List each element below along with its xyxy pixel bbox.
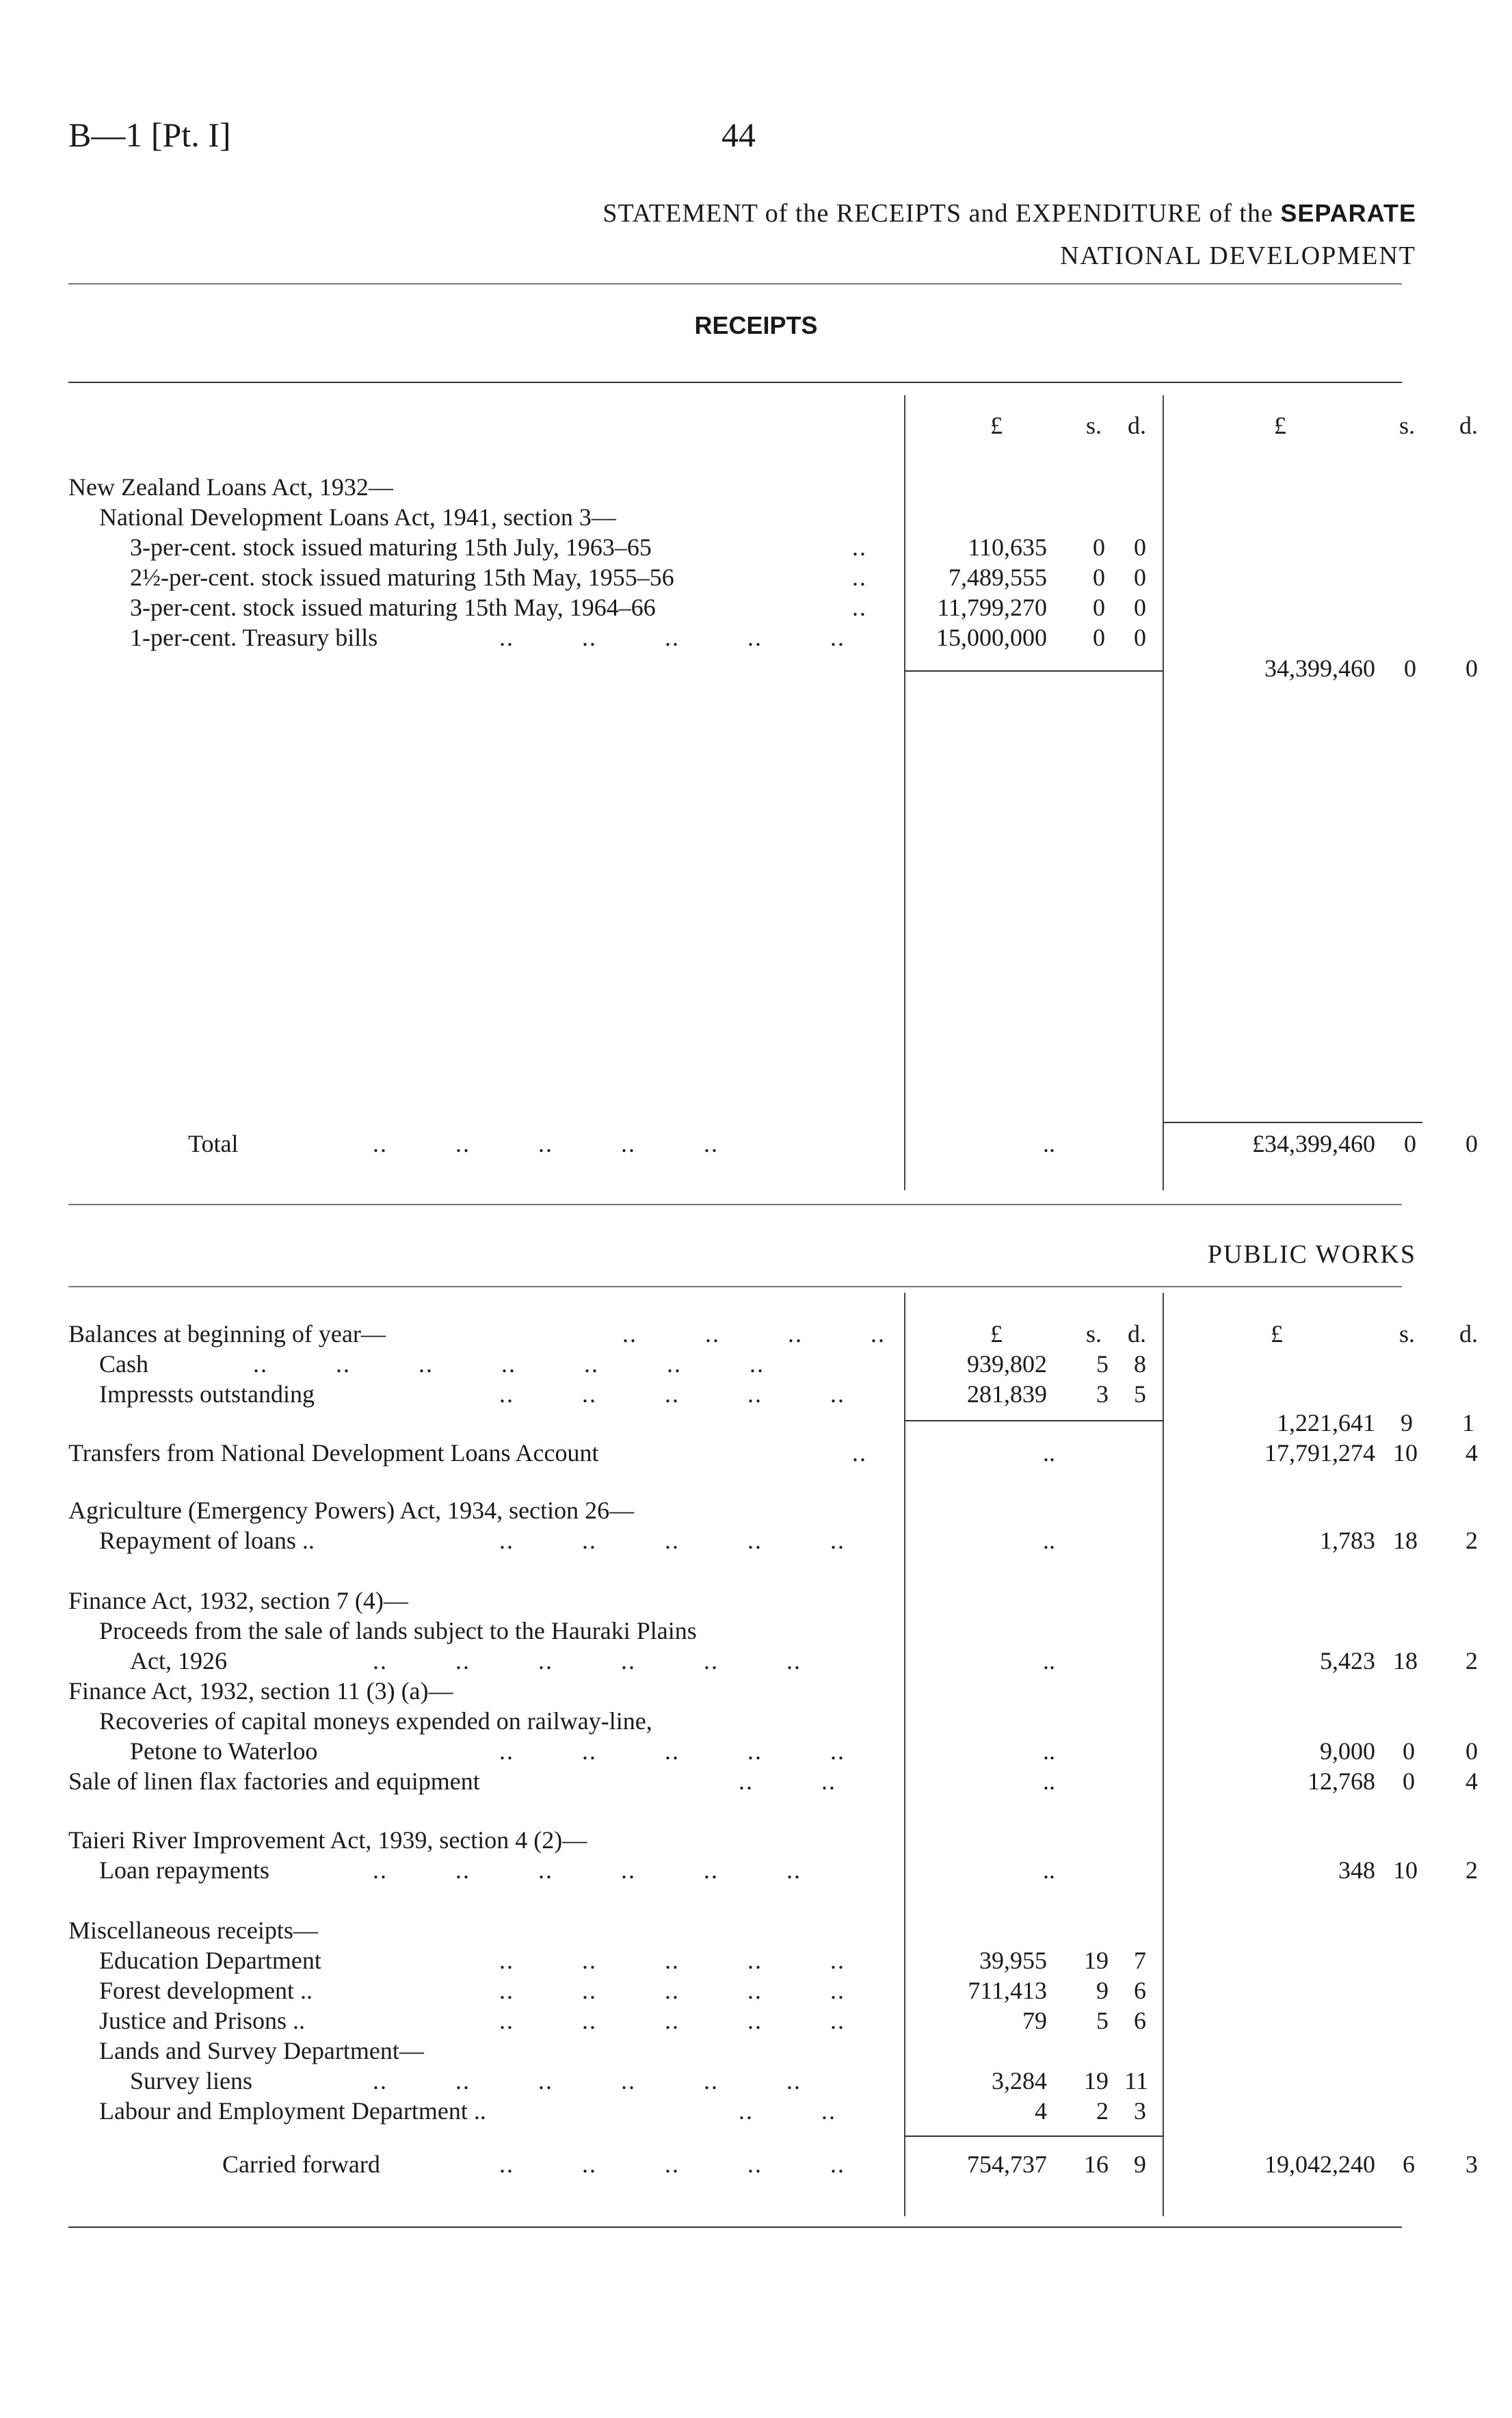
amount-shillings: 0 — [1093, 564, 1105, 591]
table-row — [0, 592, 1512, 622]
amount-pence: 6 — [1134, 2007, 1146, 2034]
subtotal-pounds: 1,221,641 — [1277, 1409, 1375, 1436]
amount-pence: 0 — [1134, 594, 1146, 621]
table-row — [0, 1379, 1512, 1409]
row-label: 3-per-cent. stock issued maturing 15th May, 1964–66 — [130, 594, 656, 621]
total-col1: .. — [1043, 1130, 1055, 1157]
amount-pence: 4 — [1465, 1767, 1478, 1795]
amount-col1: .. — [1043, 1439, 1055, 1467]
amount-pounds: 110,635 — [968, 534, 1047, 561]
page-title-bold: SEPARATE — [1280, 199, 1416, 227]
col-header-shillings: s. — [1085, 1320, 1102, 1348]
row-label: Proceeds from the sale of lands subject to the Hauraki Plains — [99, 1617, 697, 1644]
subtotal-shillings: 0 — [1404, 655, 1416, 682]
amount-pounds: 7,489,555 — [949, 564, 1047, 591]
amount-col1: .. — [1043, 1647, 1055, 1674]
subtotal-pounds: 34,399,460 — [1264, 655, 1375, 682]
sum-rule — [904, 2136, 1163, 2137]
page-number: 44 — [721, 116, 756, 154]
leader-dots: .. .. .. .. .. — [499, 1527, 845, 1554]
subtotal-row — [0, 653, 1512, 683]
amount-col1: .. — [1043, 1767, 1055, 1795]
list-item — [0, 1825, 1512, 1855]
subtotal-shillings: 9 — [1401, 1409, 1413, 1436]
amount-shillings: 9 — [1096, 1977, 1109, 2004]
table-row — [0, 2006, 1512, 2036]
table-row — [0, 1766, 1512, 1796]
carried-forward-pounds: 19,042,240 — [1264, 2151, 1375, 2178]
act-heading: New Zealand Loans Act, 1932— — [68, 473, 393, 501]
table-row — [0, 2096, 1512, 2126]
col-header-pence: d. — [1128, 412, 1146, 439]
sum-rule — [1163, 1122, 1422, 1123]
divider — [68, 1204, 1402, 1205]
leader-dots: .. .. .. .. .. — [373, 1130, 719, 1157]
carried-forward-pence: 3 — [1465, 2151, 1478, 2178]
col-header-pence: d. — [1459, 1320, 1478, 1348]
row-label: Lands and Survey Department— — [99, 2037, 424, 2064]
row-label: Repayment of loans .. — [99, 1527, 315, 1554]
leader-dots: .. .. .. .. .. — [499, 1737, 845, 1765]
amount-pounds: 281,839 — [967, 1380, 1047, 1408]
amount-pence: 2 — [1465, 1527, 1478, 1554]
amount-pence: 0 — [1134, 564, 1146, 591]
amount-shillings: 0 — [1093, 534, 1105, 561]
table-row — [0, 1349, 1512, 1379]
leader-dots: .. .. .. .. .. .. — [373, 1647, 801, 1674]
leader-dots: .. .. .. .. .. .. — [373, 1856, 801, 1884]
amount-pounds: 1,783 — [1320, 1527, 1375, 1554]
amount-pounds: 4 — [1035, 2097, 1047, 2125]
act-heading: Taieri River Improvement Act, 1939, section 4 (2)— — [68, 1826, 587, 1854]
amount-pounds: 939,802 — [967, 1350, 1047, 1378]
list-item — [0, 1706, 1512, 1736]
col-header-shillings: s. — [1398, 1320, 1415, 1348]
amount-pence: 6 — [1134, 1977, 1146, 2004]
leader-dots: .. .. .. .. .. — [499, 2151, 845, 2178]
leader-dots: .. .. .. .. .. — [499, 2007, 845, 2034]
table-row — [0, 1855, 1512, 1885]
amount-pence: 0 — [1134, 624, 1146, 651]
leader-dots: .. — [852, 1439, 867, 1467]
amount-pence: 0 — [1465, 1737, 1478, 1765]
amount-shillings: 3 — [1096, 1380, 1109, 1408]
list-item — [0, 472, 1512, 502]
amount-pence: 2 — [1465, 1647, 1478, 1674]
table-row — [0, 532, 1512, 562]
table-row — [0, 622, 1512, 653]
row-label: Justice and Prisons .. — [99, 2007, 305, 2034]
total-pence: 0 — [1465, 1130, 1478, 1157]
col-header-pound: £ — [990, 412, 1003, 439]
row-label: Forest development .. — [99, 1977, 313, 2004]
act-heading: Finance Act, 1932, section 7 (4)— — [68, 1587, 408, 1614]
list-item — [0, 1586, 1512, 1616]
sub-heading: National Development Loans Act, 1941, section 3— — [99, 503, 616, 531]
divider — [68, 1286, 1402, 1287]
amount-pence: 3 — [1134, 2097, 1146, 2125]
table-row — [0, 1438, 1512, 1468]
amount-pence: 0 — [1134, 534, 1146, 561]
receipts-heading: RECEIPTS — [694, 311, 818, 339]
table-row — [0, 1945, 1512, 1975]
total-pounds: £34,399,460 — [1252, 1130, 1375, 1157]
row-label: Education Department — [99, 1947, 321, 1974]
amount-shillings: 2 — [1096, 2097, 1109, 2125]
amount-shillings: 18 — [1393, 1647, 1418, 1674]
leader-dots: .. .. — [739, 2097, 836, 2125]
subtotal-row — [0, 1408, 1512, 1438]
amount-shillings: 0 — [1403, 1737, 1415, 1765]
row-label: Sale of linen flax factories and equipment — [68, 1767, 480, 1795]
amount-shillings: 18 — [1393, 1527, 1418, 1554]
col-header-pound: £ — [1274, 412, 1286, 439]
amount-pounds: 12,768 — [1308, 1767, 1375, 1795]
amount-pence: 4 — [1465, 1439, 1478, 1467]
col-header-shillings: s. — [1398, 412, 1415, 439]
amount-shillings: 10 — [1393, 1856, 1418, 1884]
page-title — [602, 198, 1416, 228]
list-item — [0, 1915, 1512, 1945]
carried-forward-pence: 9 — [1134, 2151, 1146, 2178]
total-shillings: 0 — [1404, 1130, 1416, 1157]
row-label: Transfers from National Development Loans Account — [68, 1439, 599, 1467]
leader-dots: .. .. .. .. .. — [499, 1947, 845, 1974]
amount-pounds: 9,000 — [1320, 1737, 1375, 1765]
carried-forward-shillings: 6 — [1403, 2151, 1415, 2178]
divider — [68, 2226, 1402, 2228]
amount-col1: .. — [1043, 1856, 1055, 1884]
list-item — [0, 1616, 1512, 1646]
amount-shillings: 5 — [1096, 1350, 1109, 1378]
leader-dots: .. .. .. .. .. — [499, 624, 845, 651]
amount-pence: 2 — [1465, 1856, 1478, 1884]
amount-pounds: 5,423 — [1320, 1647, 1375, 1674]
table-row — [0, 562, 1512, 592]
carried-forward-row — [0, 2149, 1512, 2179]
leader-dots: .. .. .. .. — [622, 1320, 886, 1348]
list-item — [0, 1495, 1512, 1525]
col-header-pence: d. — [1128, 1320, 1146, 1348]
leader-dots: .. — [852, 594, 867, 621]
amount-shillings: 19 — [1084, 2067, 1109, 2094]
table-row — [0, 1525, 1512, 1555]
row-label: Labour and Employment Department .. — [99, 2097, 486, 2125]
public-works-heading: PUBLIC WORKS — [1207, 1240, 1416, 1269]
table-row — [0, 1975, 1512, 2006]
row-label: Act, 1926 — [130, 1647, 227, 1674]
document-reference: B—1 [Pt. I] — [68, 116, 231, 154]
subtotal-pence: 0 — [1465, 655, 1478, 682]
table-row — [0, 1646, 1512, 1676]
divider — [68, 382, 1402, 383]
list-item — [0, 2036, 1512, 2066]
page-title-text: STATEMENT of the RECEIPTS and EXPENDITURE of the — [602, 199, 1281, 228]
row-label: 2½-per-cent. stock issued maturing 15th May, 1955–56 — [130, 564, 674, 591]
amount-shillings: 5 — [1096, 2007, 1109, 2034]
amount-pence: 11 — [1124, 2067, 1148, 2094]
act-heading: Agriculture (Emergency Powers) Act, 1934, section 26— — [68, 1497, 635, 1524]
subtotal-pence: 1 — [1462, 1409, 1474, 1436]
receipts-column-headers — [0, 410, 1512, 441]
table-row — [0, 2066, 1512, 2096]
leader-dots: .. .. — [739, 1767, 836, 1795]
divider — [68, 283, 1402, 285]
row-label: Petone to Waterloo — [130, 1737, 318, 1765]
amount-pence: 5 — [1134, 1380, 1146, 1408]
leader-dots: .. .. .. .. .. .. .. — [253, 1350, 765, 1378]
amount-pounds: 11,799,270 — [937, 594, 1047, 621]
carried-forward-shillings: 16 — [1084, 2151, 1109, 2178]
amount-pence: 7 — [1134, 1947, 1146, 1974]
act-heading: Finance Act, 1932, section 11 (3) (a)— — [68, 1677, 453, 1705]
amount-col1: .. — [1043, 1737, 1055, 1765]
amount-shillings: 0 — [1093, 624, 1105, 651]
row-label: Balances at beginning of year— — [68, 1320, 386, 1348]
leader-dots: .. — [852, 534, 867, 561]
list-item — [0, 1676, 1512, 1706]
row-label: Impressts outstanding — [99, 1380, 315, 1408]
amount-pounds: 39,955 — [979, 1947, 1047, 1974]
amount-pounds: 711,413 — [968, 1977, 1047, 2004]
amount-shillings: 19 — [1084, 1947, 1109, 1974]
row-label: 3-per-cent. stock issued maturing 15th July, 1963–65 — [130, 534, 652, 561]
amount-pence: 8 — [1134, 1350, 1146, 1378]
list-item — [0, 502, 1512, 532]
amount-pounds: 17,791,274 — [1264, 1439, 1375, 1467]
leader-dots: .. .. .. .. .. — [499, 1977, 845, 2004]
row-label: 1-per-cent. Treasury bills — [130, 624, 378, 651]
table-row — [0, 1736, 1512, 1766]
carried-forward-pounds: 754,737 — [967, 2151, 1047, 2178]
amount-shillings: 0 — [1093, 594, 1105, 621]
col-header-pound: £ — [1271, 1320, 1283, 1348]
row-label: Loan repayments — [99, 1856, 269, 1884]
amount-pounds: 3,284 — [992, 2067, 1047, 2094]
row-label: Recoveries of capital moneys expended on railway-line, — [99, 1707, 652, 1735]
amount-col1: .. — [1043, 1527, 1055, 1554]
amount-shillings: 10 — [1393, 1439, 1418, 1467]
total-label: Total — [188, 1130, 239, 1157]
table-row — [0, 1319, 1512, 1349]
carried-forward-label: Carried forward — [222, 2151, 380, 2178]
leader-dots: .. — [852, 564, 867, 591]
leader-dots: .. .. .. .. .. — [499, 1380, 845, 1408]
col-header-shillings: s. — [1085, 412, 1102, 439]
leader-dots: .. .. .. .. .. .. — [373, 2067, 801, 2094]
amount-pounds: 15,000,000 — [936, 624, 1047, 651]
amount-pounds: 348 — [1338, 1856, 1375, 1884]
row-label: Survey liens — [130, 2067, 252, 2094]
amount-shillings: 0 — [1403, 1767, 1415, 1795]
row-label: Cash — [99, 1350, 148, 1378]
total-row — [0, 1129, 1512, 1159]
page-subtitle: NATIONAL DEVELOPMENT — [1060, 241, 1416, 270]
amount-pounds: 79 — [1022, 2007, 1047, 2034]
col-header-pence: d. — [1459, 412, 1478, 439]
col-header-pound: £ — [990, 1320, 1003, 1348]
act-heading: Miscellaneous receipts— — [68, 1917, 318, 1944]
